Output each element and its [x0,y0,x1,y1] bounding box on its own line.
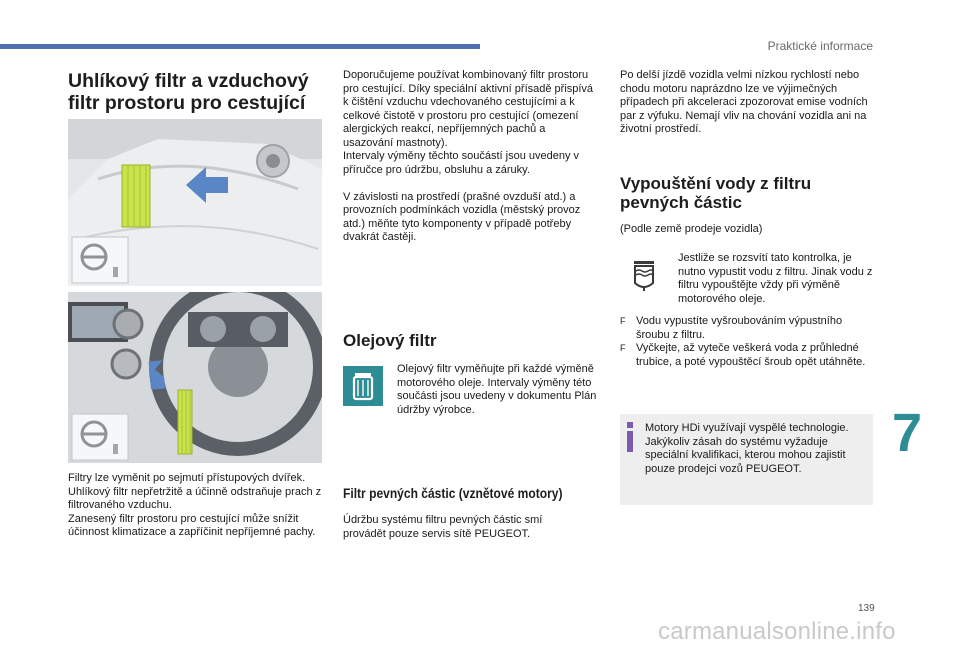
watermark: carmanualsonline.info [658,618,896,645]
cabin-filter-illustration [68,119,322,286]
paragraph: Filtry lze vyměnit po sejmutí přístupových dvířek. [68,472,306,484]
list-item [620,315,875,342]
bullet-icon: F [620,316,626,326]
page-number: 139 [858,603,875,614]
particle-filter-text: Údržbu systému filtru pevných částic smí provádět pouze servis sítě PEUGEOT. [343,514,543,540]
section-header: Praktické informace [767,39,873,53]
water-drain-note: (Podle země prodeje vozidla) [620,223,763,235]
water-in-diesel-warning-icon [624,253,664,293]
right-column-intro: Po delší jízdě vozidla velmi nízkou rychlostí nebo chodu motoru naprázdno lze ve výjimečných případech při akceleraci zpozorovat emise vodních par z výfuku. Nemají vliv na chování vozidla ani na životní prostředí. [620,69,868,135]
paragraph: V závislosti na prostředí (prašné ovzduší atd.) a provozních podmínkách vozidla (městský provoz atd.) měňte tyto komponenty v případě potřeby dvakrát častěji. [343,190,581,243]
paragraph: Intervaly výměny těchto součástí jsou uvedeny v příručce pro údržbu, obsluhu a záruky. [343,150,580,176]
info-icon [627,422,633,452]
page-title: Uhlíkový filtr a vzduchový filtr prostoru pro cestující [68,70,309,114]
paragraph: Doporučujeme používat kombinovaný filtr prostoru pro cestující. Díky speciální aktivní přísadě přispívá k čištění vzduchu vdechovaného cestujícími a k celkové čistotě v prostoru pro cestující (omezení alergických reakcí, nepříjemných pachů a usazování mastnoty). [343,69,594,149]
water-drain-steps [620,315,875,369]
info-box [620,414,873,505]
middle-column-text [343,69,598,245]
chapter-number: 7 [892,403,923,463]
step-text: Vodu vypustíte vyšroubováním výpustního šroubu z filtru. [636,315,843,341]
list-item [620,342,875,369]
glovebox-filter-drawing [68,292,322,463]
oil-filter-icon [343,366,383,406]
info-text: Motory HDi využívají vyspělé technologie. Jakýkoliv zásah do systému vyžaduje speciální kvalifikaci, kterou mohou zajistit pouze prodejci vozů PEUGEOT. [645,422,849,475]
bullet-icon: F [620,343,626,353]
water-drain-title: Vypouštění vody z filtru pevných částic [620,174,812,212]
glovebox-filter-illustration [68,292,322,463]
paragraph: Zanesený filtr prostoru pro cestující může snížit účinnost klimatizace a zapříčinit nepříjemné pachy. [68,512,316,538]
water-drain-warning: Jestliže se rozsvítí tato kontrolka, je nutno vypustit vodu z filtru. Jinak vodu z filtru vypouštějte vždy při výměně motorového oleje. [678,252,873,305]
oil-filter-text: Olejový filtr vyměňujte při každé výměně motorového oleje. Intervaly výměny této součásti jsou uvedeny v dokumentu Plán údržby výrobce. [397,363,597,416]
oil-filter-title: Olejový filtr [343,331,437,350]
particle-filter-title: Filtr pevných částic (vznětové motory) [343,485,563,501]
step-text: Vyčkejte, až vyteče veškerá voda z průhledné trubice, a poté vypouštěcí šroub opět utáhněte. [636,342,866,368]
paragraph: Uhlíkový filtr nepřetržitě a účinně odstraňuje prach z filtrovaného vzduchu. [68,485,322,511]
header-bar [0,44,480,49]
left-column-text [68,472,326,540]
cabin-filter-drawing [68,119,322,286]
